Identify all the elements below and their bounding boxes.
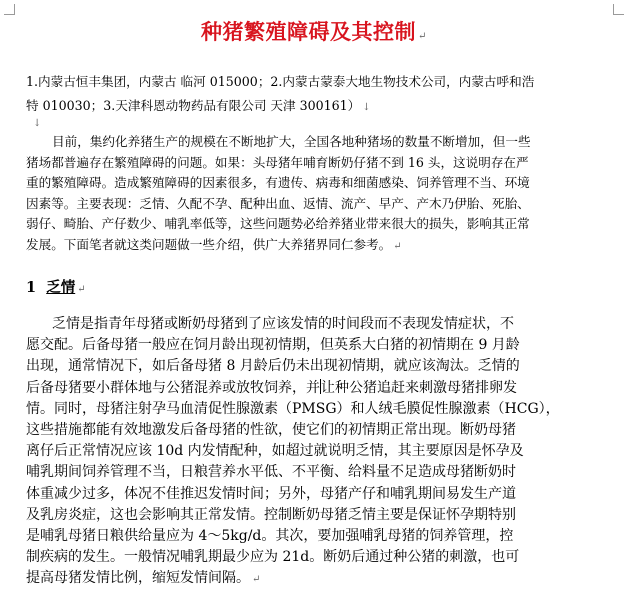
section-title: 乏情 [46,279,76,296]
line-break-mark-icon: ↓ [33,118,42,129]
body-line: 情。同时，母猪注射孕马血清促性腺激素（PMSG）和人绒毛膜促性腺激素（HCG）， [26,400,560,417]
line-break-mark-icon: ↓ [362,102,371,113]
abstract-line: 发展。下面笔者就这类问题做一些介绍，供广大养猪界同仁参考。 [26,236,392,252]
abstract-line: 目前，集约化养猪生产的规模在不断地扩大，全国各地种猪场的数量不断增加，但一些 [52,134,531,149]
body-line: 离仔后正常情况应该 10d 内发情配种，如超过就说明乏情，其主要原因是怀孕及 [26,443,524,460]
affiliation-line-2 [26,94,612,120]
body-line-last [26,568,612,590]
body-line: 提高母猪发情比例，缩短发情间隔。 [26,570,250,587]
paragraph-mark-icon: ↵ [252,574,261,586]
body-line: 乏情是指青年母猪或断奶母猪到了应该发情的时间段而不表现发情症状，不 [52,316,514,332]
body-line: 制疾病的发生。一般情况哺乳期最少应为 21d。断奶后通过种公猪的刺激，也可 [26,549,520,566]
body-line-part: 后备母猪要小群体地与公猪混养或放牧饲养，并 [26,379,320,396]
abstract-line: 因素等。主要表现：乏情、久配不孕、配种出血、返情、流产、早产、产木乃伊胎、死胎、 [26,195,530,211]
affiliations-paragraph[interactable] [26,70,612,120]
body-line: 愿交配。后备母猪一般应在饲月龄出现初情期，但英系大白猪的初情期在 9 月龄 [26,337,520,354]
affiliation-line-2-text: 特 010030；3.天津科恩动物药品有限公司 天津 300161） [26,98,361,113]
body-line: 是哺乳母猪日粮供给量应为 4～5kg/d。其次，要加强哺乳母猪的饲养管理，控 [26,528,514,545]
body-line-part: 让种公猪追赶来刺激母猪排卵发 [321,379,517,396]
body-line-with-cursor [26,378,612,399]
abstract-line: 弱仔、畸胎、产仔数少、哺乳率低等，这些问题势必给养猪业带来很大的损失，影响其正常 [26,216,530,232]
title-text: 种猪繁殖障碍及其控制 [201,19,417,44]
abstract-paragraph[interactable] [26,132,612,258]
body-line: 这些措施都能有效地激发后备母猪的性欲，使它们的初情期正常出现。断奶母猪 [26,422,516,439]
paragraph-mark-icon: ↵ [393,240,402,252]
abstract-line: 重的繁殖障碍。造成繁殖障碍的因素很多，有遗传、病毒和细菌感染、饲养管理不当、环境 [26,175,530,191]
affiliation-line-1: 1.内蒙古恒丰集团，内蒙古 临河 015000；2.内蒙古蒙泰大地生物技术公司，内蒙古呼和浩 [26,74,535,89]
body-line: 体重减少过多，体况不佳推迟发情时间；另外，母猪产仔和哺乳期间易发生产道 [26,485,516,502]
body-line: 哺乳期间饲养管理不当，日粮营养水平低、不平衡、给料量不足造成母猪断奶时 [26,464,516,481]
page-corner-mark-top-left [4,4,15,15]
section-heading[interactable] [26,276,86,297]
abstract-line-last [26,235,612,258]
page-corner-mark-top-right [613,4,624,15]
body-line: 及乳房炎症，这也会影响其正常发情。控制断奶母猪乏情主要是保证怀孕期特别 [26,506,516,523]
body-paragraph[interactable] [26,314,612,591]
paragraph-mark-icon: ↵ [77,284,86,295]
document-title[interactable] [0,16,628,46]
section-number: 1 [26,279,37,296]
abstract-line: 猪场都普遍存在繁殖障碍的问题。如果：头母猪年哺育断奶仔猪不到 16 头，这说明存在严 [26,154,529,170]
body-line: 出现，通常情况下，如后备母猪 8 月龄后仍未出现初情期，就应该淘汰。乏情的 [26,358,520,375]
paragraph-mark-icon: ↵ [418,31,427,42]
